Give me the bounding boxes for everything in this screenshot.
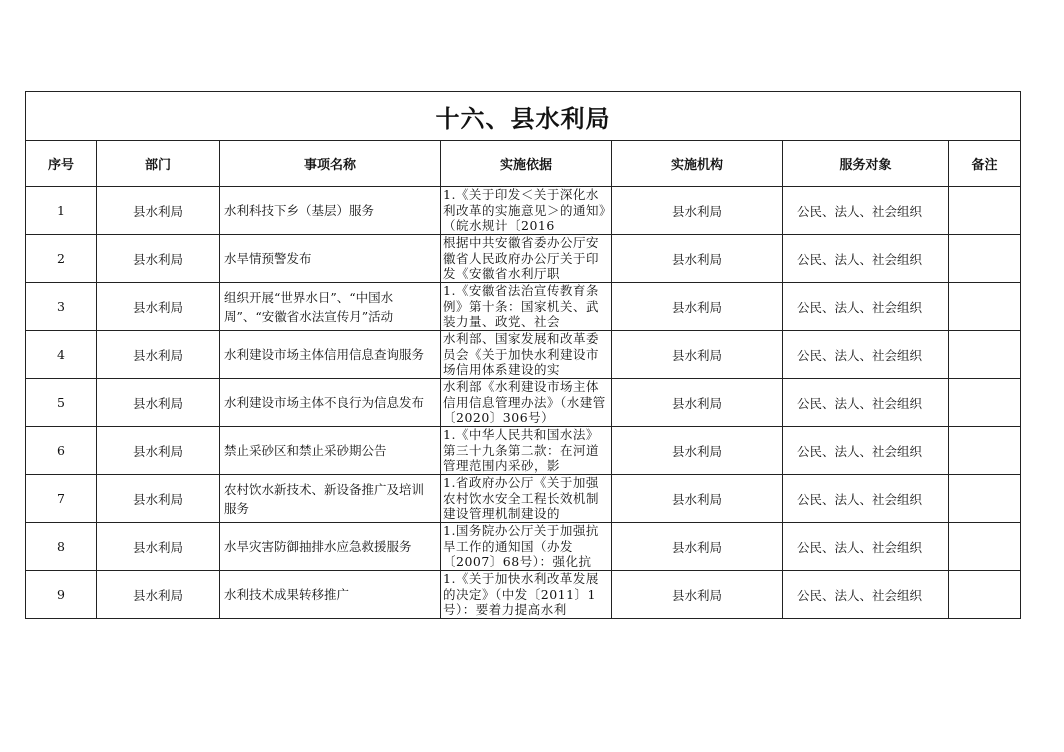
cell-target: 公民、法人、社会组织	[783, 331, 949, 379]
cell-target: 公民、法人、社会组织	[783, 379, 949, 427]
cell-agency: 县水利局	[612, 571, 783, 619]
cell-dept: 县水利局	[97, 427, 220, 475]
cell-basis	[441, 235, 612, 283]
cell-note	[949, 331, 1021, 379]
cell-dept: 县水利局	[97, 331, 220, 379]
cell-basis	[441, 571, 612, 619]
cell-item: 水利科技下乡（基层）服务	[220, 187, 441, 235]
cell-basis	[441, 523, 612, 571]
cell-agency: 县水利局	[612, 283, 783, 331]
cell-item: 农村饮水新技术、新设备推广及培训服务	[220, 475, 441, 523]
cell-basis	[441, 331, 612, 379]
cell-no: 5	[26, 379, 97, 427]
cell-basis	[441, 475, 612, 523]
header-item: 事项名称	[220, 141, 441, 187]
header-no: 序号	[26, 141, 97, 187]
cell-no: 3	[26, 283, 97, 331]
cell-no: 2	[26, 235, 97, 283]
basis-text: 1.《安徽省法治宣传教育条例》第十条：国家机关、武装力量、政党、社会	[443, 283, 600, 329]
basis-text: 水利部《水利建设市场主体信用信息管理办法》（水建管〔2020〕306号）	[443, 379, 606, 425]
service-table-sheet	[25, 91, 1020, 619]
cell-dept: 县水利局	[97, 571, 220, 619]
cell-basis	[441, 427, 612, 475]
header-agency: 实施机构	[612, 141, 783, 187]
cell-no: 8	[26, 523, 97, 571]
cell-note	[949, 475, 1021, 523]
table-row	[26, 187, 1021, 235]
table-row	[26, 571, 1021, 619]
cell-agency: 县水利局	[612, 235, 783, 283]
cell-agency: 县水利局	[612, 427, 783, 475]
basis-text: 1.国务院办公厅关于加强抗旱工作的通知国（办发〔2007〕68号）：强化抗	[443, 523, 599, 569]
header-note: 备注	[949, 141, 1021, 187]
cell-item: 禁止采砂区和禁止采砂期公告	[220, 427, 441, 475]
cell-dept: 县水利局	[97, 283, 220, 331]
cell-note	[949, 379, 1021, 427]
header-target: 服务对象	[783, 141, 949, 187]
cell-agency: 县水利局	[612, 475, 783, 523]
cell-agency: 县水利局	[612, 187, 783, 235]
table-row	[26, 475, 1021, 523]
table-row	[26, 523, 1021, 571]
table-row	[26, 379, 1021, 427]
cell-note	[949, 187, 1021, 235]
cell-item: 组织开展“世界水日”、“中国水周”、“安徽省水法宣传月”活动	[220, 283, 441, 331]
cell-target: 公民、法人、社会组织	[783, 475, 949, 523]
cell-agency: 县水利局	[612, 331, 783, 379]
table-row	[26, 283, 1021, 331]
basis-text: 水利部、国家发展和改革委员会《关于加快水利建设市场信用体系建设的实	[443, 331, 600, 377]
cell-agency: 县水利局	[612, 379, 783, 427]
cell-dept: 县水利局	[97, 235, 220, 283]
header-dept: 部门	[97, 141, 220, 187]
cell-target: 公民、法人、社会组织	[783, 427, 949, 475]
cell-item: 水利建设市场主体不良行为信息发布	[220, 379, 441, 427]
basis-text: 1.《关于加快水利改革发展的决定》（中发〔2011〕1号）：要着力提高水利	[443, 571, 599, 617]
cell-target: 公民、法人、社会组织	[783, 523, 949, 571]
table-row	[26, 235, 1021, 283]
table-body	[26, 187, 1021, 619]
cell-dept: 县水利局	[97, 523, 220, 571]
basis-text: 1.《中华人民共和国水法》第三十九条第二款：在河道管理范围内采砂，影	[443, 427, 600, 473]
cell-note	[949, 571, 1021, 619]
cell-no: 9	[26, 571, 97, 619]
cell-basis	[441, 187, 612, 235]
cell-dept: 县水利局	[97, 187, 220, 235]
cell-dept: 县水利局	[97, 379, 220, 427]
cell-no: 7	[26, 475, 97, 523]
cell-item: 水利技术成果转移推广	[220, 571, 441, 619]
cell-agency: 县水利局	[612, 523, 783, 571]
cell-basis	[441, 283, 612, 331]
basis-text: 1.省政府办公厅《关于加强农村饮水安全工程长效机制建设管理机制建设的	[443, 475, 600, 521]
cell-target: 公民、法人、社会组织	[783, 571, 949, 619]
cell-target: 公民、法人、社会组织	[783, 235, 949, 283]
cell-basis	[441, 379, 612, 427]
cell-no: 1	[26, 187, 97, 235]
cell-note	[949, 235, 1021, 283]
cell-note	[949, 523, 1021, 571]
cell-target: 公民、法人、社会组织	[783, 283, 949, 331]
cell-dept: 县水利局	[97, 475, 220, 523]
cell-item: 水旱情预警发布	[220, 235, 441, 283]
cell-no: 4	[26, 331, 97, 379]
header-basis: 实施依据	[441, 141, 612, 187]
basis-text: 根据中共安徽省委办公厅安徽省人民政府办公厅关于印发《安徽省水利厅职	[443, 235, 600, 281]
cell-item: 水旱灾害防御抽排水应急救援服务	[220, 523, 441, 571]
cell-item: 水利建设市场主体信用信息查询服务	[220, 331, 441, 379]
cell-no: 6	[26, 427, 97, 475]
table-row	[26, 331, 1021, 379]
header-row	[26, 141, 1021, 187]
basis-text: 1.《关于印发＜关于深化水利改革的实施意见＞的通知》（皖水规计〔2016	[443, 187, 606, 233]
cell-note	[949, 283, 1021, 331]
table-title: 十六、县水利局	[26, 92, 1021, 141]
table-row	[26, 427, 1021, 475]
cell-note	[949, 427, 1021, 475]
service-table	[25, 91, 1021, 619]
cell-target: 公民、法人、社会组织	[783, 187, 949, 235]
